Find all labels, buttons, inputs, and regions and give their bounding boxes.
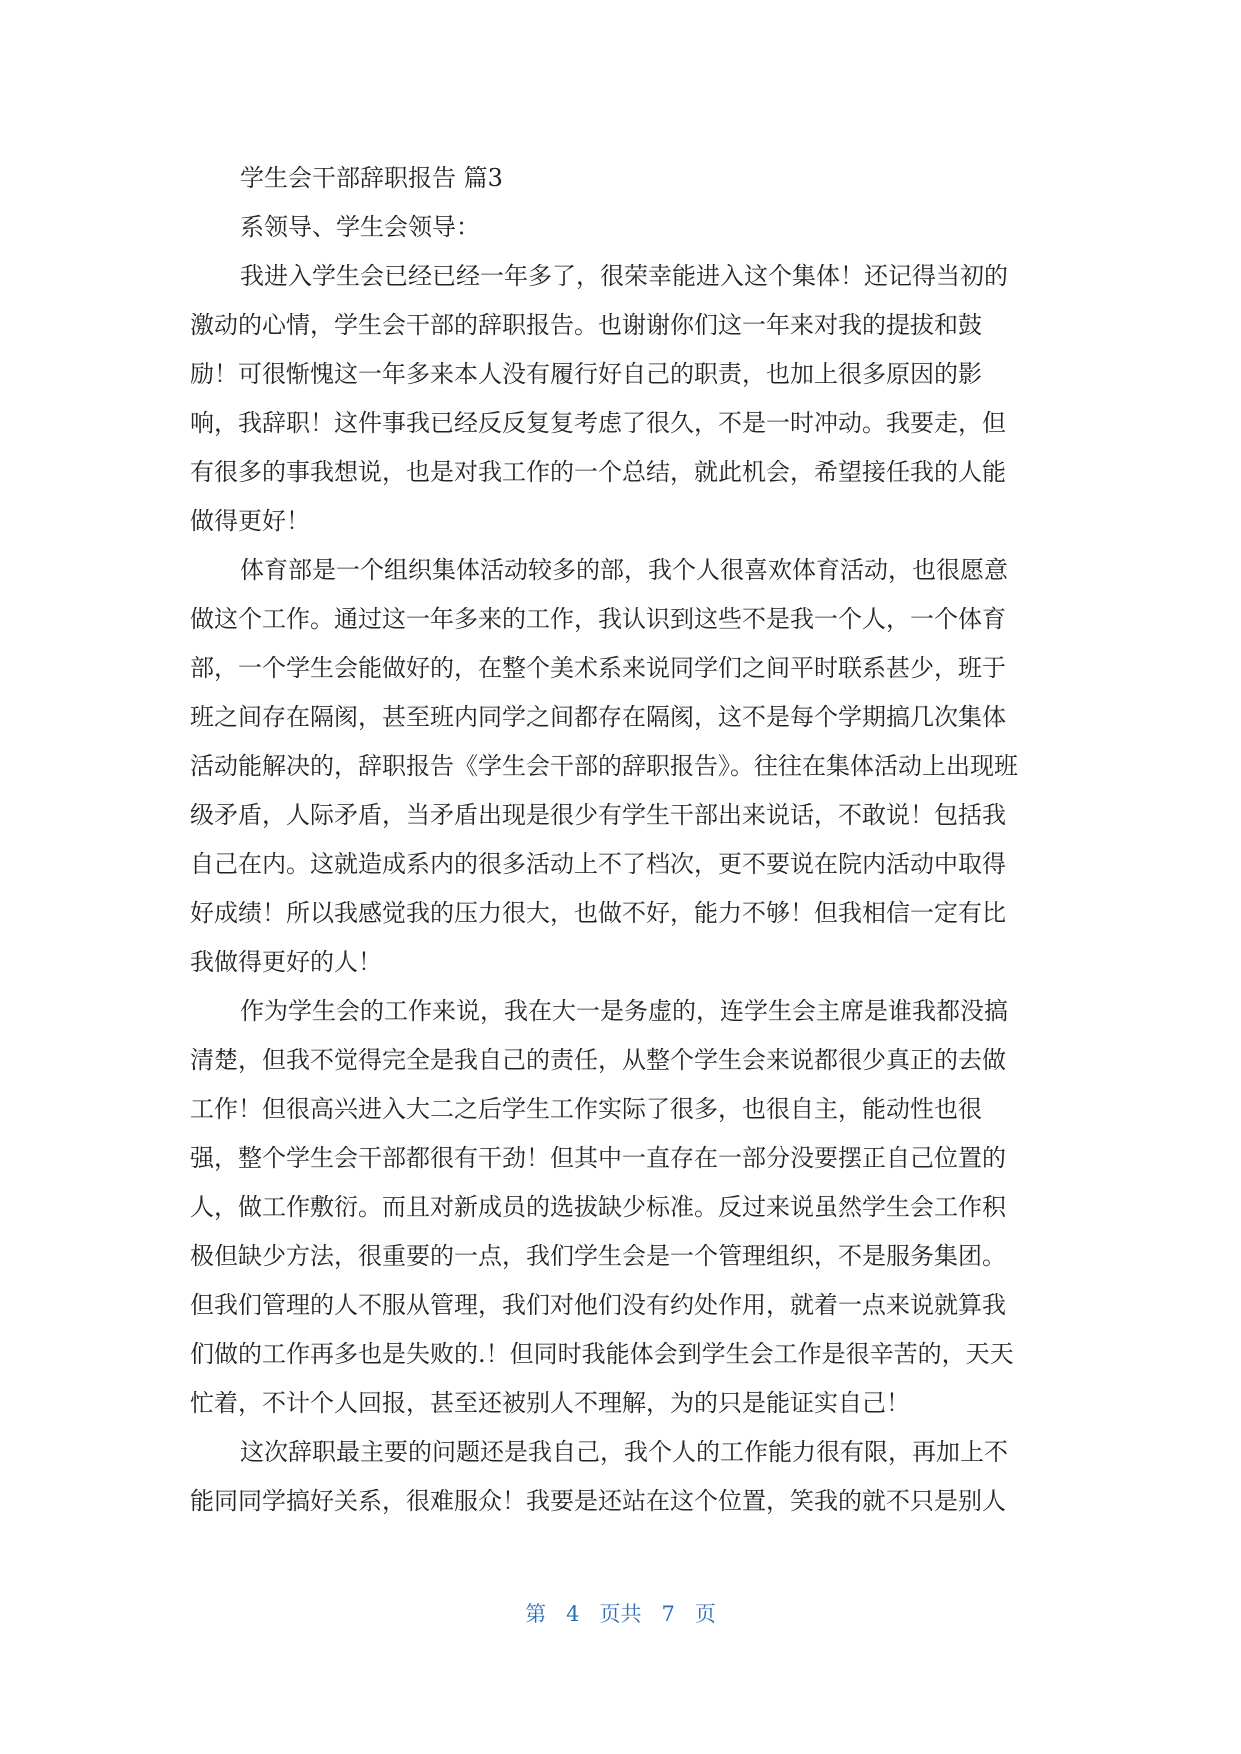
- document-heading: 学生会干部辞职报告 篇3: [240, 164, 503, 192]
- text-line: 忙着，不计个人回报，甚至还被别人不理解，为的只是能证实自己！: [190, 1389, 910, 1417]
- footer-prefix: 第: [525, 1602, 547, 1626]
- text-line: 做得更好！: [190, 507, 310, 535]
- text-line: 作为学生会的工作来说，我在大一是务虚的，连学生会主席是谁我都没搞: [240, 997, 1008, 1025]
- footer-suffix: 页: [694, 1602, 716, 1626]
- text-line: 级矛盾，人际矛盾，当矛盾出现是很少有学生干部出来说话，不敢说！包括我: [190, 801, 1006, 829]
- text-line: 活动能解决的，辞职报告《学生会干部的辞职报告》。往往在集体活动上出现班: [190, 752, 1018, 780]
- paragraph-3: [190, 987, 1055, 1428]
- text-line: 工作！但很高兴进入大二之后学生工作实际了很多，也很自主，能动性也很: [190, 1095, 982, 1123]
- text-line: 好成绩！所以我感觉我的压力很大，也做不好，能力不够！但我相信一定有比: [190, 899, 1006, 927]
- current-page-number: 4: [566, 1602, 580, 1626]
- text-line: 做这个工作。通过这一年多来的工作，我认识到这些不是我一个人，一个体育: [190, 605, 1006, 633]
- text-line: 我做得更好的人！: [190, 948, 382, 976]
- total-page-number: 7: [661, 1602, 675, 1626]
- paragraph-4: [190, 1428, 1055, 1526]
- paragraph-1: [190, 252, 1055, 546]
- text-line: 部，一个学生会能做好的，在整个美术系来说同学们之间平时联系甚少，班于: [190, 654, 1006, 682]
- text-line: 极但缺少方法，很重要的一点，我们学生会是一个管理组织，不是服务集团。: [190, 1242, 1006, 1270]
- text-line: 们做的工作再多也是失败的.！但同时我能体会到学生会工作是很辛苦的，天天: [190, 1340, 1014, 1368]
- text-line: 能同同学搞好关系，很难服众！我要是还站在这个位置，笑我的就不只是别人: [190, 1487, 1006, 1515]
- text-line: 响，我辞职！这件事我已经反反复复考虑了很久，不是一时冲动。我要走，但: [190, 409, 1006, 437]
- salutation: 系领导、学生会领导：: [240, 213, 480, 241]
- text-line: 激动的心情，学生会干部的辞职报告。也谢谢你们这一年来对我的提拔和鼓: [190, 311, 982, 339]
- text-line: 但我们管理的人不服从管理，我们对他们没有约处作用，就着一点来说就算我: [190, 1291, 1006, 1319]
- document-body: [190, 154, 1055, 1526]
- text-line: 有很多的事我想说，也是对我工作的一个总结，就此机会，希望接任我的人能: [190, 458, 1006, 486]
- paragraph-2: [190, 546, 1055, 987]
- text-line: 自己在内。这就造成系内的很多活动上不了档次，更不要说在院内活动中取得: [190, 850, 1006, 878]
- text-line: 人，做工作敷衍。而且对新成员的选拔缺少标准。反过来说虽然学生会工作积: [190, 1193, 1006, 1221]
- text-line: 我进入学生会已经已经一年多了，很荣幸能进入这个集体！还记得当初的: [240, 262, 1008, 290]
- text-line: 清楚，但我不觉得完全是我自己的责任，从整个学生会来说都很少真正的去做: [190, 1046, 1006, 1074]
- text-line: 强，整个学生会干部都很有干劲！但其中一直存在一部分没要摆正自己位置的: [190, 1144, 1006, 1172]
- page-number-footer: [0, 1598, 1241, 1628]
- text-line: 励！可很惭愧这一年多来本人没有履行好自己的职责，也加上很多原因的影: [190, 360, 982, 388]
- footer-middle: 页共: [599, 1602, 642, 1626]
- text-line: 体育部是一个组织集体活动较多的部，我个人很喜欢体育活动，也很愿意: [240, 556, 1008, 584]
- text-line: 班之间存在隔阂，甚至班内同学之间都存在隔阂，这不是每个学期搞几次集体: [190, 703, 1006, 731]
- text-line: 这次辞职最主要的问题还是我自己，我个人的工作能力很有限，再加上不: [240, 1438, 1008, 1466]
